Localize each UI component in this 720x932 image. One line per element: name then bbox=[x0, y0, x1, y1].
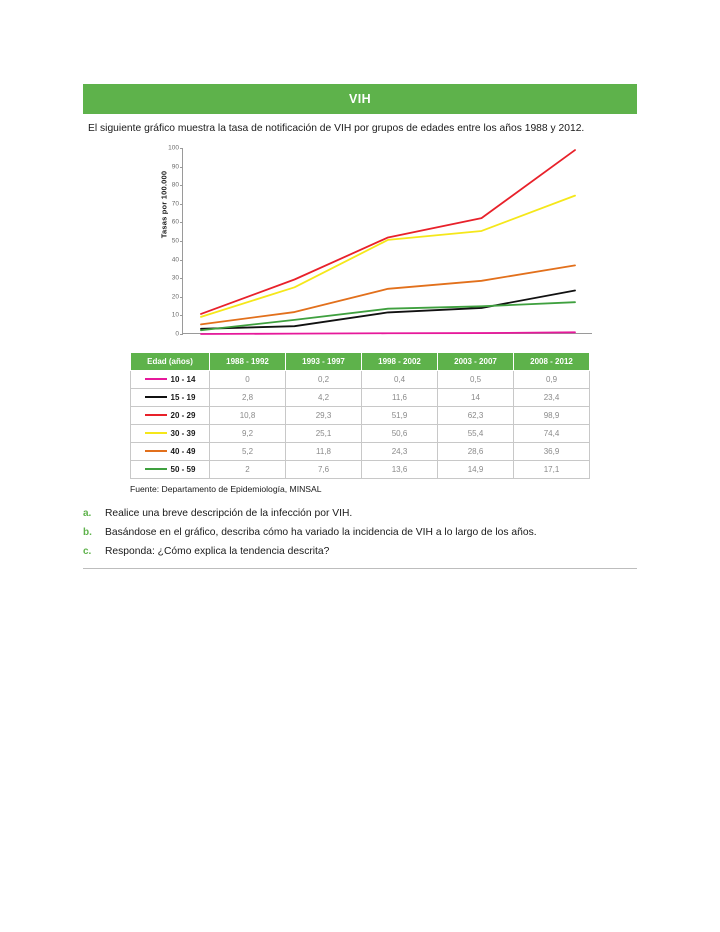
chart-line-30-39 bbox=[201, 196, 575, 317]
table-cell: 98,9 bbox=[514, 407, 590, 425]
chart-y-tick-mark bbox=[180, 260, 183, 261]
chart-line-10-14 bbox=[201, 332, 575, 334]
chart-y-tick-label: 100 bbox=[168, 144, 179, 152]
series-color-swatch bbox=[145, 450, 167, 452]
page-title: VIH bbox=[348, 92, 372, 106]
question-letter: c. bbox=[83, 546, 92, 557]
horizontal-divider bbox=[83, 568, 637, 569]
question-item bbox=[83, 527, 637, 538]
question-letter: b. bbox=[83, 527, 92, 538]
table-cell: 2,8 bbox=[210, 389, 286, 407]
table-cell: 74,4 bbox=[514, 425, 590, 443]
chart-y-tick-label: 70 bbox=[171, 200, 179, 208]
question-item bbox=[83, 546, 637, 557]
table-cell: 28,6 bbox=[438, 443, 514, 461]
chart-y-tick-label: 40 bbox=[171, 256, 179, 264]
table-body bbox=[131, 371, 590, 479]
series-color-swatch bbox=[145, 414, 167, 416]
table-row-label: 10 - 14 bbox=[131, 371, 210, 389]
table-cell: 25,1 bbox=[286, 425, 362, 443]
intro-paragraph: El siguiente gráfico muestra la tasa de notificación de VIH por grupos de edades entre los años 1988 y 2012. bbox=[88, 123, 585, 134]
table-cell: 11,6 bbox=[362, 389, 438, 407]
table-cell: 4,2 bbox=[286, 389, 362, 407]
table-cell: 9,2 bbox=[210, 425, 286, 443]
chart-y-tick-mark bbox=[180, 185, 183, 186]
chart-source-note: Fuente: Departamento de Epidemiología, MINSAL bbox=[130, 484, 322, 494]
table-cell: 0,9 bbox=[514, 371, 590, 389]
table-row bbox=[131, 371, 590, 389]
chart-y-tick-mark bbox=[180, 167, 183, 168]
series-color-swatch bbox=[145, 432, 167, 434]
question-letter: a. bbox=[83, 508, 92, 519]
chart-y-tick-label: 90 bbox=[171, 163, 179, 171]
table-row bbox=[131, 425, 590, 443]
table-header-row bbox=[131, 353, 590, 371]
table-cell: 14 bbox=[438, 389, 514, 407]
series-color-swatch bbox=[145, 378, 167, 380]
question-text: Responda: ¿Cómo explica la tendencia descrita? bbox=[105, 546, 330, 557]
chart-y-tick-mark bbox=[180, 278, 183, 279]
table-cell: 23,4 bbox=[514, 389, 590, 407]
table-cell: 10,8 bbox=[210, 407, 286, 425]
chart-y-tick-mark bbox=[180, 222, 183, 223]
page-header-banner bbox=[83, 84, 637, 114]
chart-y-tick-label: 50 bbox=[171, 237, 179, 245]
table-cell: 14,9 bbox=[438, 461, 514, 479]
data-table bbox=[130, 352, 590, 479]
table-cell: 62,3 bbox=[438, 407, 514, 425]
chart-y-axis-label: Tasas por 100.000 bbox=[159, 170, 169, 239]
question-text: Basándose en el gráfico, describa cómo ha variado la incidencia de VIH a lo largo de los años. bbox=[105, 527, 537, 538]
chart-y-tick-label: 0 bbox=[175, 330, 179, 338]
chart-y-tick-mark bbox=[180, 334, 183, 335]
chart-plot-area bbox=[168, 144, 592, 338]
table-row-label: 40 - 49 bbox=[131, 443, 210, 461]
table-cell: 0 bbox=[210, 371, 286, 389]
table-cell: 7,6 bbox=[286, 461, 362, 479]
table-cell: 5,2 bbox=[210, 443, 286, 461]
table-cell: 0,4 bbox=[362, 371, 438, 389]
table-cell: 2 bbox=[210, 461, 286, 479]
table-cell: 50,6 bbox=[362, 425, 438, 443]
table-row-label: 15 - 19 bbox=[131, 389, 210, 407]
table-cell: 11,8 bbox=[286, 443, 362, 461]
table-cell: 51,9 bbox=[362, 407, 438, 425]
table-row bbox=[131, 407, 590, 425]
chart-y-tick-label: 60 bbox=[171, 218, 179, 226]
question-item bbox=[83, 508, 637, 519]
series-color-swatch bbox=[145, 396, 167, 398]
table-row-label: 50 - 59 bbox=[131, 461, 210, 479]
chart-y-tick-label: 30 bbox=[171, 274, 179, 282]
table-cell: 36,9 bbox=[514, 443, 590, 461]
chart-series-layer bbox=[183, 148, 593, 334]
chart-y-tick-label: 10 bbox=[171, 311, 179, 319]
table-cell: 13,6 bbox=[362, 461, 438, 479]
table-col-header-1: 1993 - 1997 bbox=[286, 353, 362, 371]
question-text: Realice una breve descripción de la infección por VIH. bbox=[105, 508, 353, 519]
chart-plot-inner bbox=[168, 144, 592, 338]
table-cell: 0,2 bbox=[286, 371, 362, 389]
table-cell: 17,1 bbox=[514, 461, 590, 479]
table-row-label: 30 - 39 bbox=[131, 425, 210, 443]
chart-y-tick-mark bbox=[180, 241, 183, 242]
table-row bbox=[131, 443, 590, 461]
series-color-swatch bbox=[145, 468, 167, 470]
chart-y-tick-label: 20 bbox=[171, 293, 179, 301]
chart-line-15-19 bbox=[201, 290, 575, 328]
table-row-label: 20 - 29 bbox=[131, 407, 210, 425]
table-row bbox=[131, 461, 590, 479]
table-cell: 29,3 bbox=[286, 407, 362, 425]
chart-line-40-49 bbox=[201, 265, 575, 324]
table-cell: 55,4 bbox=[438, 425, 514, 443]
table-cell: 24,3 bbox=[362, 443, 438, 461]
chart-y-tick-mark bbox=[180, 315, 183, 316]
table-col-header-3: 2003 - 2007 bbox=[438, 353, 514, 371]
questions-list bbox=[83, 508, 637, 565]
chart-y-tick-mark bbox=[180, 148, 183, 149]
chart-y-tick-label: 80 bbox=[171, 181, 179, 189]
table-cell: 0,5 bbox=[438, 371, 514, 389]
data-table-wrapper bbox=[130, 352, 590, 479]
chart-y-tick-mark bbox=[180, 204, 183, 205]
chart-y-tick-mark bbox=[180, 297, 183, 298]
table-col-header-4: 2008 - 2012 bbox=[514, 353, 590, 371]
table-col-header-2: 1998 - 2002 bbox=[362, 353, 438, 371]
chart-container bbox=[122, 144, 598, 344]
table-row bbox=[131, 389, 590, 407]
table-corner-header: Edad (años) bbox=[131, 353, 210, 371]
table-col-header-0: 1988 - 1992 bbox=[210, 353, 286, 371]
